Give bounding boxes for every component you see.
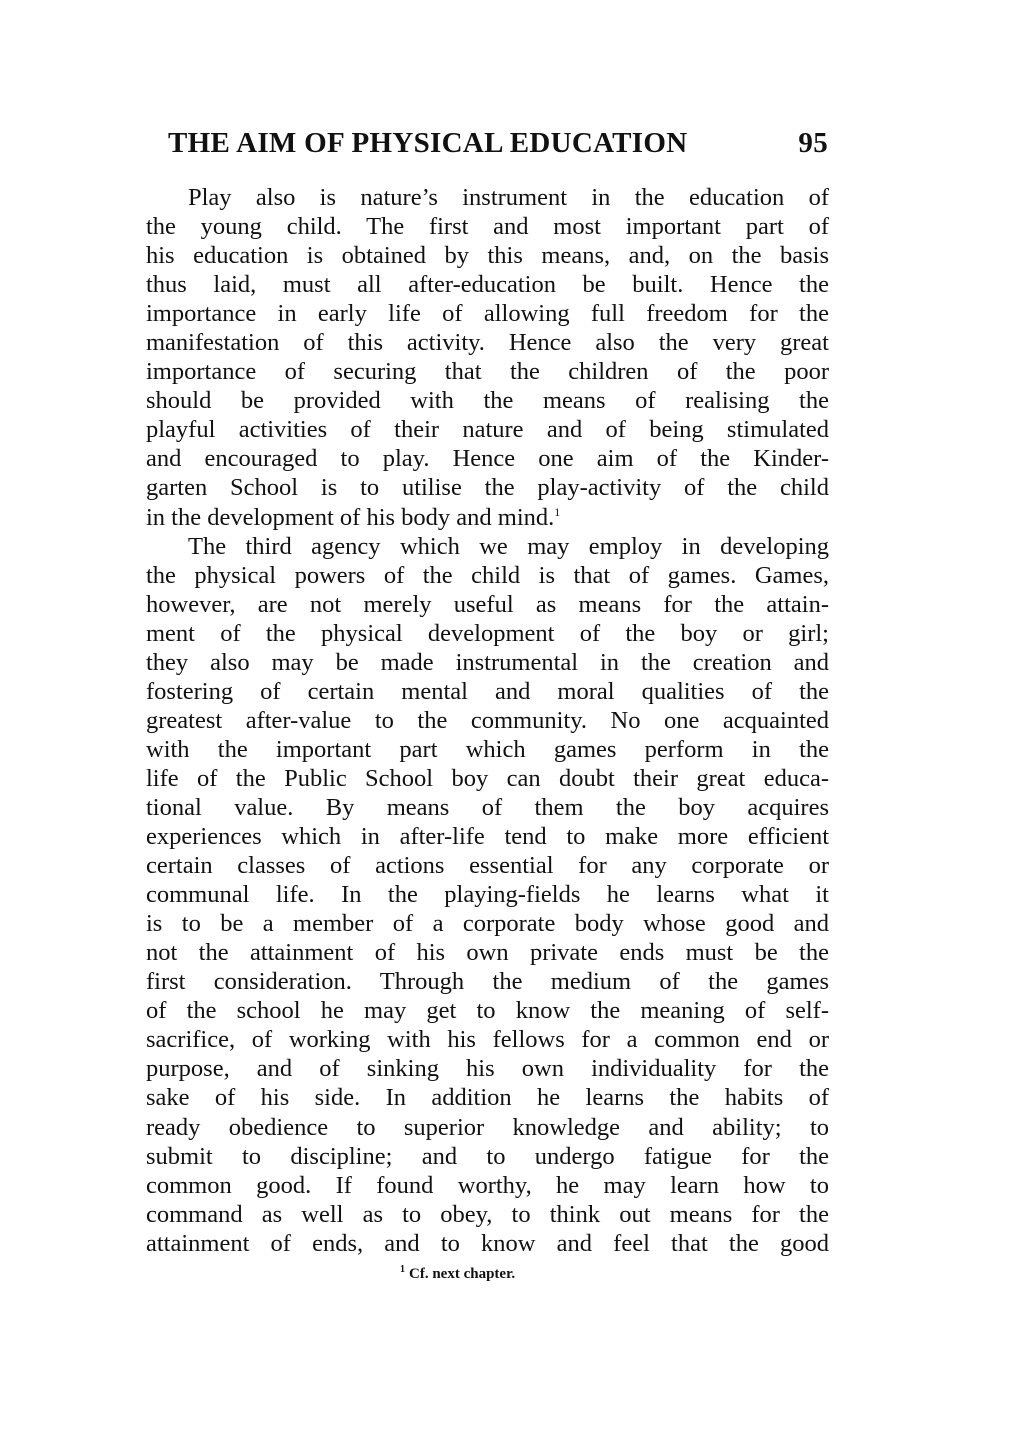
text-line: is to be a member of a corporate body whose good and xyxy=(146,910,829,938)
body-text xyxy=(146,183,829,1258)
text-line: life of the Public School boy can doubt their great educa- xyxy=(146,764,829,792)
footnote-text: Cf. next chapter. xyxy=(409,1266,516,1282)
text-line: greatest after-value to the community. No one acquainted xyxy=(146,706,829,734)
text-line: first consideration. Through the medium of the games xyxy=(146,968,829,996)
text-line: submit to discipline; and to undergo fatigue for the xyxy=(146,1142,829,1170)
text-line: fostering of certain mental and moral qualities of the xyxy=(146,677,829,705)
text-line: The third agency which we may employ in developing xyxy=(188,532,829,560)
text-line: the physical powers of the child is that of games. Games, xyxy=(146,561,829,589)
text-line: garten School is to utilise the play-activity of the child xyxy=(146,474,829,502)
text-line: the young child. The first and most important part of xyxy=(146,213,829,241)
text-line-content: in the development of his body and mind. xyxy=(146,503,555,531)
text-line: not the attainment of his own private ends must be the xyxy=(146,939,829,967)
running-title: THE AIM OF PHYSICAL EDUCATION xyxy=(168,127,688,159)
text-line: common good. If found worthy, he may learn how to xyxy=(146,1171,829,1199)
text-line-with-footnote-ref xyxy=(146,503,829,532)
text-line: however, are not merely useful as means for the attain- xyxy=(146,590,829,618)
text-line: they also may be made instrumental in the creation and xyxy=(146,648,829,676)
text-line: importance in early life of allowing full freedom for the xyxy=(146,300,829,328)
text-line: with the important part which games perform in the xyxy=(146,735,829,763)
text-line: sacrifice, of working with his fellows for a common end or xyxy=(146,1026,829,1054)
running-head xyxy=(168,127,828,167)
text-line: purpose, and of sinking his own individuality for the xyxy=(146,1055,829,1083)
text-line: communal life. In the playing-fields he learns what it xyxy=(146,881,829,909)
footnote-reference: 1 xyxy=(554,504,561,519)
text-line: ready obedience to superior knowledge and ability; to xyxy=(146,1113,829,1141)
text-line: attainment of ends, and to know and feel that the good xyxy=(146,1229,829,1257)
text-line: thus laid, must all after-education be built. Hence the xyxy=(146,271,829,299)
text-line: manifestation of this activity. Hence also the very great xyxy=(146,329,829,357)
text-line: Play also is nature’s instrument in the education of xyxy=(188,184,829,211)
text-line: ment of the physical development of the boy or girl; xyxy=(146,619,829,647)
footnote xyxy=(400,1264,515,1283)
text-line: and encouraged to play. Hence one aim of the Kinder- xyxy=(146,445,829,473)
text-line: playful activities of their nature and of being stimulated xyxy=(146,416,829,444)
text-line: importance of securing that the children of the poor xyxy=(146,358,829,386)
text-line: tional value. By means of them the boy acquires xyxy=(146,793,829,821)
text-line: certain classes of actions essential for any corporate or xyxy=(146,852,829,880)
page-number: 95 xyxy=(798,127,828,159)
text-line: command as well as to obey, to think out means for the xyxy=(146,1200,829,1228)
footnote-mark: 1 xyxy=(400,1264,405,1275)
text-line: experiences which in after-life tend to make more efficient xyxy=(146,823,829,851)
text-line: of the school he may get to know the meaning of self- xyxy=(146,997,829,1025)
text-line: sake of his side. In addition he learns the habits of xyxy=(146,1084,829,1112)
text-line: should be provided with the means of realising the xyxy=(146,387,829,415)
text-line: his education is obtained by this means, and, on the basis xyxy=(146,242,829,270)
